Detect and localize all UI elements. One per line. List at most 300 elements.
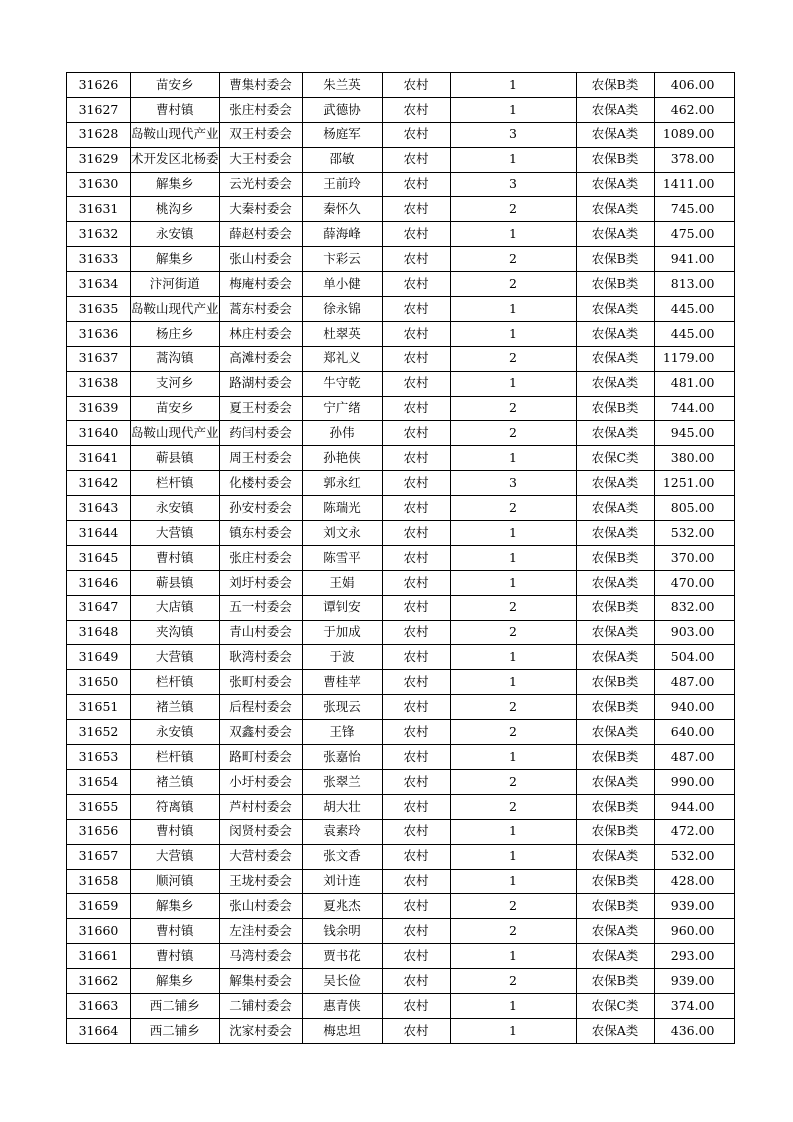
amount-cell: 504.00: [654, 645, 734, 670]
village-committee-cell: 曹集村委会: [219, 73, 302, 98]
township-cell: 永安镇: [131, 720, 220, 745]
person-name-cell: 梅忠坦: [302, 1018, 382, 1043]
household-count-cell: 1: [450, 944, 576, 969]
insurance-category-cell: 农保A类: [576, 769, 654, 794]
serial-number-cell: 31638: [67, 371, 131, 396]
person-name-cell: 吴长俭: [302, 969, 382, 994]
person-name-cell: 钱余明: [302, 919, 382, 944]
household-count-cell: 1: [450, 745, 576, 770]
insurance-category-cell: 农保A类: [576, 645, 654, 670]
amount-cell: 378.00: [654, 147, 734, 172]
township-cell: 苗安乡: [131, 73, 220, 98]
table-row: [67, 869, 735, 894]
serial-number-cell: 31628: [67, 122, 131, 147]
insurance-category-cell: 农保A类: [576, 222, 654, 247]
village-committee-cell: 周王村委会: [219, 446, 302, 471]
amount-cell: 532.00: [654, 521, 734, 546]
household-count-cell: 1: [450, 371, 576, 396]
person-name-cell: 武德协: [302, 97, 382, 122]
table-row: [67, 346, 735, 371]
amount-cell: 462.00: [654, 97, 734, 122]
area-type-cell: 农村: [382, 595, 450, 620]
area-type-cell: 农村: [382, 396, 450, 421]
insurance-category-cell: 农保B类: [576, 247, 654, 272]
amount-cell: 940.00: [654, 695, 734, 720]
insurance-category-cell: 农保A类: [576, 944, 654, 969]
household-count-cell: 3: [450, 471, 576, 496]
table-row: [67, 122, 735, 147]
township-cell: 支河乡: [131, 371, 220, 396]
amount-cell: 745.00: [654, 197, 734, 222]
insurance-category-cell: 农保A类: [576, 421, 654, 446]
amount-cell: 1179.00: [654, 346, 734, 371]
serial-number-cell: 31655: [67, 794, 131, 819]
records-body: [67, 73, 735, 1044]
serial-number-cell: 31639: [67, 396, 131, 421]
household-count-cell: 1: [450, 819, 576, 844]
village-committee-cell: 蒿东村委会: [219, 297, 302, 322]
serial-number-cell: 31654: [67, 769, 131, 794]
township-cell: 褚兰镇: [131, 769, 220, 794]
serial-number-cell: 31642: [67, 471, 131, 496]
person-name-cell: 郑礼义: [302, 346, 382, 371]
amount-cell: 939.00: [654, 894, 734, 919]
table-row: [67, 645, 735, 670]
household-count-cell: 3: [450, 172, 576, 197]
insurance-category-cell: 农保A类: [576, 521, 654, 546]
person-name-cell: 宁广绪: [302, 396, 382, 421]
insurance-category-cell: 农保B类: [576, 73, 654, 98]
area-type-cell: 农村: [382, 695, 450, 720]
table-row: [67, 371, 735, 396]
township-cell: 大营镇: [131, 844, 220, 869]
household-count-cell: 2: [450, 272, 576, 297]
amount-cell: 445.00: [654, 297, 734, 322]
village-committee-cell: 后程村委会: [219, 695, 302, 720]
household-count-cell: 2: [450, 969, 576, 994]
person-name-cell: 孙艳侠: [302, 446, 382, 471]
serial-number-cell: 31636: [67, 321, 131, 346]
village-committee-cell: 王垅村委会: [219, 869, 302, 894]
table-row: [67, 421, 735, 446]
insurance-category-cell: 农保B类: [576, 670, 654, 695]
person-name-cell: 张翠兰: [302, 769, 382, 794]
township-cell: 西二铺乡: [131, 993, 220, 1018]
serial-number-cell: 31634: [67, 272, 131, 297]
insurance-category-cell: 农保B类: [576, 396, 654, 421]
area-type-cell: 农村: [382, 969, 450, 994]
table-row: [67, 73, 735, 98]
area-type-cell: 农村: [382, 371, 450, 396]
insurance-category-cell: 农保B类: [576, 595, 654, 620]
serial-number-cell: 31658: [67, 869, 131, 894]
village-committee-cell: 梅庵村委会: [219, 272, 302, 297]
serial-number-cell: 31650: [67, 670, 131, 695]
table-row: [67, 695, 735, 720]
area-type-cell: 农村: [382, 122, 450, 147]
insurance-category-cell: 农保A类: [576, 1018, 654, 1043]
person-name-cell: 袁素玲: [302, 819, 382, 844]
amount-cell: 380.00: [654, 446, 734, 471]
village-committee-cell: 小圩村委会: [219, 769, 302, 794]
person-name-cell: 曹桂苹: [302, 670, 382, 695]
household-count-cell: 2: [450, 894, 576, 919]
insurance-category-cell: 农保A类: [576, 496, 654, 521]
insurance-category-cell: 农保A类: [576, 346, 654, 371]
person-name-cell: 惠青侠: [302, 993, 382, 1018]
serial-number-cell: 31640: [67, 421, 131, 446]
amount-cell: 487.00: [654, 670, 734, 695]
person-name-cell: 张现云: [302, 695, 382, 720]
township-cell: 解集乡: [131, 247, 220, 272]
insurance-category-cell: 农保B类: [576, 745, 654, 770]
person-name-cell: 卞彩云: [302, 247, 382, 272]
amount-cell: 445.00: [654, 321, 734, 346]
insurance-category-cell: 农保A类: [576, 197, 654, 222]
person-name-cell: 陈瑞光: [302, 496, 382, 521]
township-cell: 栏杆镇: [131, 670, 220, 695]
amount-cell: 374.00: [654, 993, 734, 1018]
amount-cell: 1251.00: [654, 471, 734, 496]
table-row: [67, 247, 735, 272]
table-row: [67, 794, 735, 819]
area-type-cell: 农村: [382, 421, 450, 446]
township-cell: 术开发区北杨委: [131, 147, 220, 172]
serial-number-cell: 31651: [67, 695, 131, 720]
household-count-cell: 2: [450, 421, 576, 446]
village-committee-cell: 五一村委会: [219, 595, 302, 620]
amount-cell: 406.00: [654, 73, 734, 98]
table-row: [67, 172, 735, 197]
village-committee-cell: 薛赵村委会: [219, 222, 302, 247]
table-row: [67, 545, 735, 570]
area-type-cell: 农村: [382, 620, 450, 645]
serial-number-cell: 31662: [67, 969, 131, 994]
village-committee-cell: 大秦村委会: [219, 197, 302, 222]
serial-number-cell: 31629: [67, 147, 131, 172]
area-type-cell: 农村: [382, 1018, 450, 1043]
area-type-cell: 农村: [382, 769, 450, 794]
table-row: [67, 969, 735, 994]
area-type-cell: 农村: [382, 745, 450, 770]
serial-number-cell: 31657: [67, 844, 131, 869]
amount-cell: 941.00: [654, 247, 734, 272]
person-name-cell: 牛守乾: [302, 371, 382, 396]
amount-cell: 813.00: [654, 272, 734, 297]
table-row: [67, 147, 735, 172]
amount-cell: 470.00: [654, 570, 734, 595]
table-row: [67, 496, 735, 521]
person-name-cell: 孙伟: [302, 421, 382, 446]
household-count-cell: 1: [450, 993, 576, 1018]
township-cell: 蒿沟镇: [131, 346, 220, 371]
amount-cell: 370.00: [654, 545, 734, 570]
village-committee-cell: 镇东村委会: [219, 521, 302, 546]
person-name-cell: 刘文永: [302, 521, 382, 546]
serial-number-cell: 31645: [67, 545, 131, 570]
area-type-cell: 农村: [382, 919, 450, 944]
serial-number-cell: 31663: [67, 993, 131, 1018]
area-type-cell: 农村: [382, 222, 450, 247]
village-committee-cell: 张山村委会: [219, 247, 302, 272]
township-cell: 解集乡: [131, 172, 220, 197]
township-cell: 蕲县镇: [131, 446, 220, 471]
serial-number-cell: 31656: [67, 819, 131, 844]
household-count-cell: 1: [450, 446, 576, 471]
insurance-category-cell: 农保A类: [576, 371, 654, 396]
household-count-cell: 3: [450, 122, 576, 147]
area-type-cell: 农村: [382, 297, 450, 322]
township-cell: 岛鞍山现代产业: [131, 297, 220, 322]
village-committee-cell: 孙安村委会: [219, 496, 302, 521]
area-type-cell: 农村: [382, 545, 450, 570]
serial-number-cell: 31630: [67, 172, 131, 197]
insurance-category-cell: 农保B类: [576, 272, 654, 297]
household-count-cell: 1: [450, 869, 576, 894]
township-cell: 栏杆镇: [131, 471, 220, 496]
amount-cell: 990.00: [654, 769, 734, 794]
amount-cell: 744.00: [654, 396, 734, 421]
area-type-cell: 农村: [382, 944, 450, 969]
insurance-category-cell: 农保A类: [576, 471, 654, 496]
table-row: [67, 769, 735, 794]
serial-number-cell: 31648: [67, 620, 131, 645]
amount-cell: 945.00: [654, 421, 734, 446]
table-row: [67, 1018, 735, 1043]
table-row: [67, 97, 735, 122]
township-cell: 顺河镇: [131, 869, 220, 894]
serial-number-cell: 31664: [67, 1018, 131, 1043]
insurance-category-cell: 农保B类: [576, 794, 654, 819]
area-type-cell: 农村: [382, 247, 450, 272]
township-cell: 大营镇: [131, 521, 220, 546]
amount-cell: 1089.00: [654, 122, 734, 147]
amount-cell: 475.00: [654, 222, 734, 247]
serial-number-cell: 31653: [67, 745, 131, 770]
village-committee-cell: 马湾村委会: [219, 944, 302, 969]
person-name-cell: 胡大壮: [302, 794, 382, 819]
amount-cell: 939.00: [654, 969, 734, 994]
township-cell: 栏杆镇: [131, 745, 220, 770]
insurance-category-cell: 农保A类: [576, 97, 654, 122]
table-row: [67, 745, 735, 770]
amount-cell: 1411.00: [654, 172, 734, 197]
person-name-cell: 徐永锦: [302, 297, 382, 322]
township-cell: 解集乡: [131, 969, 220, 994]
insurance-category-cell: 农保B类: [576, 819, 654, 844]
village-committee-cell: 张町村委会: [219, 670, 302, 695]
household-count-cell: 1: [450, 97, 576, 122]
serial-number-cell: 31637: [67, 346, 131, 371]
area-type-cell: 农村: [382, 794, 450, 819]
household-count-cell: 2: [450, 396, 576, 421]
village-committee-cell: 青山村委会: [219, 620, 302, 645]
area-type-cell: 农村: [382, 844, 450, 869]
serial-number-cell: 31660: [67, 919, 131, 944]
area-type-cell: 农村: [382, 993, 450, 1018]
area-type-cell: 农村: [382, 446, 450, 471]
serial-number-cell: 31647: [67, 595, 131, 620]
village-committee-cell: 高滩村委会: [219, 346, 302, 371]
insurance-category-cell: 农保B类: [576, 894, 654, 919]
serial-number-cell: 31643: [67, 496, 131, 521]
amount-cell: 805.00: [654, 496, 734, 521]
insurance-category-cell: 农保A类: [576, 620, 654, 645]
village-committee-cell: 张庄村委会: [219, 545, 302, 570]
village-committee-cell: 耿湾村委会: [219, 645, 302, 670]
township-cell: 永安镇: [131, 222, 220, 247]
table-row: [67, 197, 735, 222]
insurance-category-cell: 农保B类: [576, 147, 654, 172]
serial-number-cell: 31641: [67, 446, 131, 471]
person-name-cell: 单小健: [302, 272, 382, 297]
household-count-cell: 2: [450, 197, 576, 222]
township-cell: 褚兰镇: [131, 695, 220, 720]
township-cell: 岛鞍山现代产业: [131, 421, 220, 446]
household-count-cell: 2: [450, 919, 576, 944]
person-name-cell: 夏兆杰: [302, 894, 382, 919]
amount-cell: 428.00: [654, 869, 734, 894]
household-count-cell: 2: [450, 496, 576, 521]
township-cell: 符离镇: [131, 794, 220, 819]
township-cell: 曹村镇: [131, 819, 220, 844]
table-row: [67, 321, 735, 346]
serial-number-cell: 31635: [67, 297, 131, 322]
amount-cell: 640.00: [654, 720, 734, 745]
person-name-cell: 邵敏: [302, 147, 382, 172]
area-type-cell: 农村: [382, 819, 450, 844]
table-row: [67, 595, 735, 620]
amount-cell: 436.00: [654, 1018, 734, 1043]
area-type-cell: 农村: [382, 147, 450, 172]
table-row: [67, 844, 735, 869]
serial-number-cell: 31661: [67, 944, 131, 969]
serial-number-cell: 31626: [67, 73, 131, 98]
township-cell: 大店镇: [131, 595, 220, 620]
village-committee-cell: 双鑫村委会: [219, 720, 302, 745]
table-row: [67, 446, 735, 471]
area-type-cell: 农村: [382, 97, 450, 122]
village-committee-cell: 芦村村委会: [219, 794, 302, 819]
insurance-category-cell: 农保A类: [576, 321, 654, 346]
township-cell: 汴河街道: [131, 272, 220, 297]
table-row: [67, 297, 735, 322]
village-committee-cell: 云光村委会: [219, 172, 302, 197]
area-type-cell: 农村: [382, 496, 450, 521]
township-cell: 蕲县镇: [131, 570, 220, 595]
table-row: [67, 944, 735, 969]
township-cell: 曹村镇: [131, 545, 220, 570]
table-row: [67, 396, 735, 421]
household-count-cell: 2: [450, 247, 576, 272]
household-count-cell: 2: [450, 794, 576, 819]
area-type-cell: 农村: [382, 570, 450, 595]
person-name-cell: 郭永红: [302, 471, 382, 496]
village-committee-cell: 沈家村委会: [219, 1018, 302, 1043]
person-name-cell: 于波: [302, 645, 382, 670]
person-name-cell: 王前玲: [302, 172, 382, 197]
insurance-category-cell: 农保B类: [576, 869, 654, 894]
person-name-cell: 朱兰英: [302, 73, 382, 98]
village-committee-cell: 大营村委会: [219, 844, 302, 869]
insurance-category-cell: 农保C类: [576, 993, 654, 1018]
person-name-cell: 杜翠英: [302, 321, 382, 346]
area-type-cell: 农村: [382, 172, 450, 197]
village-committee-cell: 刘圩村委会: [219, 570, 302, 595]
serial-number-cell: 31652: [67, 720, 131, 745]
person-name-cell: 张文香: [302, 844, 382, 869]
household-count-cell: 2: [450, 769, 576, 794]
area-type-cell: 农村: [382, 272, 450, 297]
village-committee-cell: 林庄村委会: [219, 321, 302, 346]
serial-number-cell: 31646: [67, 570, 131, 595]
village-committee-cell: 张山村委会: [219, 894, 302, 919]
village-committee-cell: 闵贤村委会: [219, 819, 302, 844]
township-cell: 大营镇: [131, 645, 220, 670]
insurance-category-cell: 农保A类: [576, 172, 654, 197]
table-row: [67, 993, 735, 1018]
serial-number-cell: 31633: [67, 247, 131, 272]
township-cell: 曹村镇: [131, 97, 220, 122]
person-name-cell: 王锋: [302, 720, 382, 745]
area-type-cell: 农村: [382, 720, 450, 745]
insurance-category-cell: 农保B类: [576, 695, 654, 720]
serial-number-cell: 31644: [67, 521, 131, 546]
household-count-cell: 1: [450, 670, 576, 695]
household-count-cell: 1: [450, 521, 576, 546]
table-row: [67, 272, 735, 297]
township-cell: 桃沟乡: [131, 197, 220, 222]
amount-cell: 481.00: [654, 371, 734, 396]
serial-number-cell: 31632: [67, 222, 131, 247]
table-row: [67, 894, 735, 919]
table-row: [67, 471, 735, 496]
insurance-category-cell: 农保C类: [576, 446, 654, 471]
household-count-cell: 1: [450, 570, 576, 595]
area-type-cell: 农村: [382, 346, 450, 371]
area-type-cell: 农村: [382, 645, 450, 670]
table-row: [67, 819, 735, 844]
household-count-cell: 2: [450, 346, 576, 371]
village-committee-cell: 路湖村委会: [219, 371, 302, 396]
amount-cell: 903.00: [654, 620, 734, 645]
insurance-category-cell: 农保A类: [576, 122, 654, 147]
insurance-category-cell: 农保A类: [576, 570, 654, 595]
household-count-cell: 1: [450, 297, 576, 322]
household-count-cell: 2: [450, 595, 576, 620]
area-type-cell: 农村: [382, 869, 450, 894]
person-name-cell: 陈雪平: [302, 545, 382, 570]
table-row: [67, 919, 735, 944]
household-count-cell: 1: [450, 1018, 576, 1043]
insurance-category-cell: 农保A类: [576, 297, 654, 322]
household-count-cell: 1: [450, 844, 576, 869]
household-count-cell: 1: [450, 147, 576, 172]
table-row: [67, 521, 735, 546]
village-committee-cell: 药闫村委会: [219, 421, 302, 446]
village-committee-cell: 夏王村委会: [219, 396, 302, 421]
records-table: [66, 72, 735, 1044]
amount-cell: 832.00: [654, 595, 734, 620]
amount-cell: 944.00: [654, 794, 734, 819]
village-committee-cell: 化楼村委会: [219, 471, 302, 496]
amount-cell: 532.00: [654, 844, 734, 869]
household-count-cell: 1: [450, 545, 576, 570]
insurance-category-cell: 农保A类: [576, 844, 654, 869]
township-cell: 苗安乡: [131, 396, 220, 421]
village-committee-cell: 左洼村委会: [219, 919, 302, 944]
person-name-cell: 张嘉怡: [302, 745, 382, 770]
